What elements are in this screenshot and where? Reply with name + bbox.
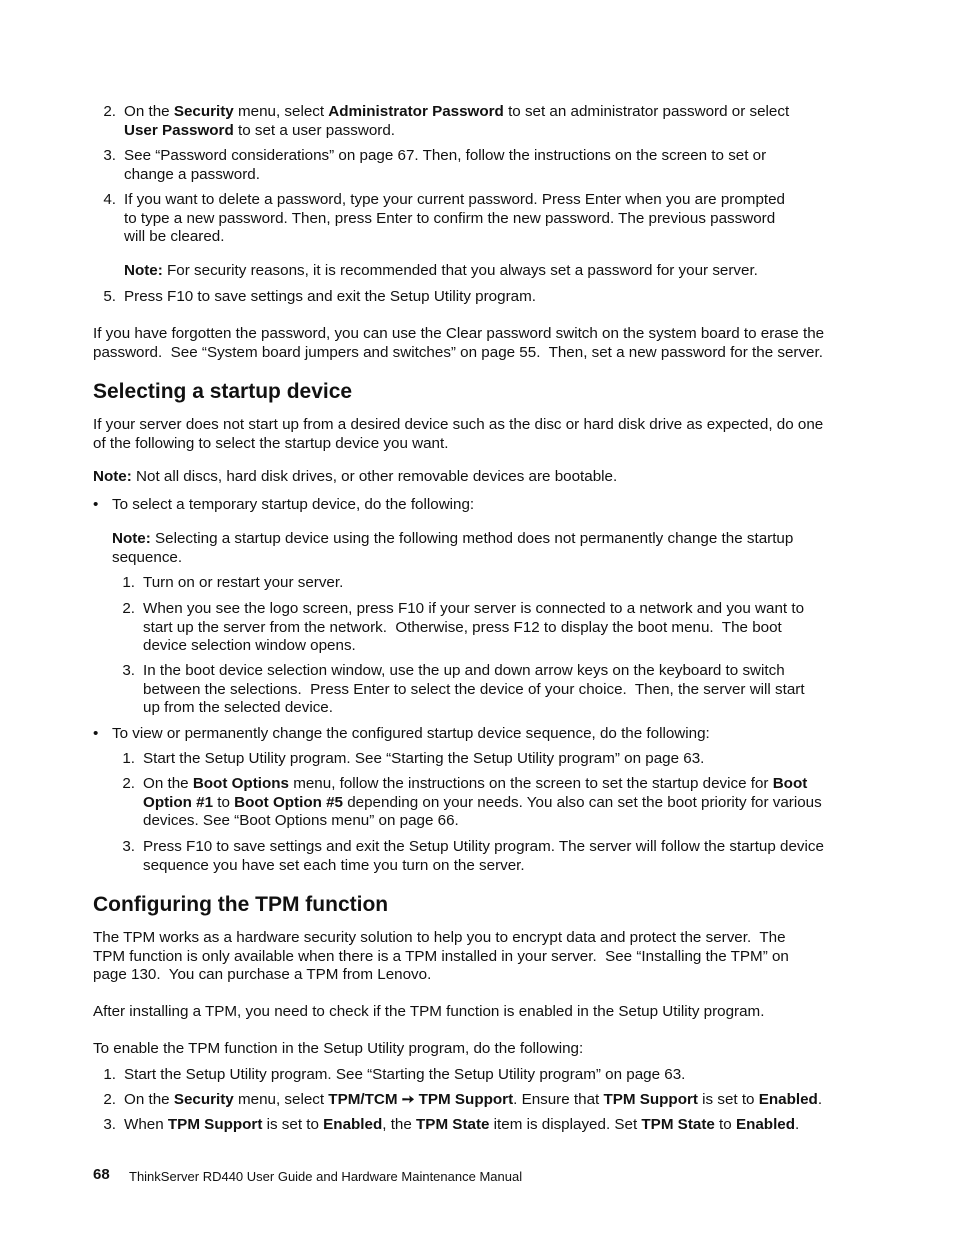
list-number: 1.: [103, 1066, 116, 1083]
note-label: Note:: [124, 262, 163, 279]
bold-term: Enabled: [735, 1116, 796, 1133]
bold-term: Security: [173, 1091, 234, 1108]
list-number: 1.: [122, 750, 135, 767]
text-run: is set to: [262, 1116, 324, 1133]
list-item-text: When you see the logo screen, press F10 if your server is connected to a network and you want to start up the server from the network. Otherwise, press F12 to display the boot menu. The boot device selection window opens.: [143, 600, 805, 655]
bullet-text: To select a temporary startup device, do the following:: [112, 496, 475, 513]
text-run: to type a new password. Then, press Enter to confirm the new password. The previous password: [124, 209, 776, 227]
list-number: 2.: [122, 775, 135, 792]
list-item-text: [124, 1066, 685, 1085]
text-run: menu, follow the instructions on the screen to set the startup device for: [288, 775, 773, 792]
bold-term: Enabled: [323, 1116, 383, 1133]
text-run: sequence you have set each time you turn on the server.: [143, 856, 525, 874]
text-run: Press F10 to save settings and exit the Setup Utility program. The server will follow the startup device: [143, 838, 824, 855]
bold-term: Enabled: [758, 1091, 818, 1108]
bold-term: Boot Option #5: [234, 793, 343, 811]
bold-term: TPM/TCM ➙ TPM Support: [328, 1091, 514, 1108]
list-item-text: [124, 191, 844, 247]
text-run: If you want to delete a password, type your current password. Press Enter when you are prompted: [124, 191, 785, 208]
paragraph: If your server does not start up from a desired device such as the disc or hard disk drive as expected, do one of the following to select the startup device you want.: [93, 416, 824, 452]
list-number: 3.: [122, 838, 135, 855]
list-item-text: [124, 1116, 799, 1135]
note: [112, 530, 793, 567]
list-item-text: [124, 147, 844, 184]
list-number: 1.: [122, 574, 135, 591]
text-run: .: [817, 1091, 823, 1108]
bold-term: Boot Options: [192, 775, 289, 792]
list-item-text: Turn on or restart your server.: [143, 574, 344, 591]
text-run: depending on your needs. You also can set the boot priority for various: [343, 793, 822, 811]
bold-term: Security: [173, 103, 234, 120]
list-item-text: [124, 1091, 822, 1110]
section-heading: Configuring the TPM function: [93, 893, 389, 916]
note: [124, 262, 758, 281]
text-run: to: [714, 1116, 736, 1133]
list-item-text: [143, 775, 822, 831]
page-number: 68: [93, 1166, 110, 1183]
text-run: .: [795, 1116, 800, 1133]
list-number: 2.: [122, 600, 135, 617]
text-run: menu, select: [233, 1091, 329, 1108]
note: [93, 468, 617, 487]
paragraph: To enable the TPM function in the Setup Utility program, do the following:: [93, 1040, 584, 1057]
text-run: See “Password considerations” on page 67. Then, follow the instructions on the screen to set or: [124, 147, 767, 164]
text-run: . Ensure that: [513, 1091, 604, 1108]
text-run: is set to: [697, 1091, 759, 1108]
text-run: will be cleared.: [124, 228, 225, 246]
list-number: 2.: [103, 1091, 116, 1108]
text-run: When: [124, 1116, 168, 1133]
list-item-text: Press F10 to save settings and exit the Setup Utility program.: [124, 288, 536, 305]
list-number: 5.: [103, 288, 116, 305]
bold-term: TPM State: [641, 1116, 715, 1133]
list-number: 3.: [103, 1116, 116, 1133]
bold-term: Option #1: [143, 793, 214, 811]
list-item-text: [143, 838, 824, 875]
list-number: 3.: [103, 147, 116, 164]
text-run: Start the Setup Utility program. See “Starting the Setup Utility program” on page 63.: [124, 1066, 686, 1083]
text-run: to set a user password.: [233, 121, 395, 139]
note-text: Not all discs, hard disk drives, or other removable devices are bootable.: [131, 468, 618, 485]
text-run: item is displayed. Set: [489, 1116, 642, 1133]
bold-term: Boot: [772, 775, 808, 792]
paragraph: The TPM works as a hardware security solution to help you to encrypt data and protect the server. The TPM function is only available when there is a TPM installed in your server. See “Installing the TPM” on page 130. You can purchase a TPM from Lenovo.: [93, 929, 789, 984]
text-run: On the: [124, 103, 174, 120]
text-run: On the: [143, 775, 193, 792]
text-run: Start the Setup Utility program. See “Starting the Setup Utility program” on page 63.: [143, 750, 705, 767]
text-run: , the: [382, 1116, 417, 1133]
bold-term: Administrator Password: [328, 103, 504, 120]
bullet: •: [93, 496, 99, 513]
note-label: Note:: [93, 468, 132, 485]
footer-title: ThinkServer RD440 User Guide and Hardware Maintenance Manual: [129, 1169, 523, 1184]
paragraph: If you have forgotten the password, you can use the Clear password switch on the system board to erase the password. See “System board jumpers and switches” on page 55. Then, set a new password for the server.: [93, 325, 825, 361]
text-run: devices. See “Boot Options menu” on page 66.: [143, 812, 459, 830]
note-text: Selecting a startup device using the following method does not permanently change the startup sequence.: [112, 530, 794, 566]
bold-term: User Password: [124, 121, 234, 139]
text-run: to set an administrator password or select: [503, 103, 790, 120]
list-item-text: [143, 750, 704, 769]
bullet: •: [93, 725, 99, 742]
text-run: On the: [124, 1091, 174, 1108]
paragraph: After installing a TPM, you need to check if the TPM function is enabled in the Setup Utility program.: [93, 1003, 765, 1020]
bold-term: TPM Support: [167, 1116, 263, 1133]
bold-term: TPM State: [416, 1116, 490, 1133]
text-run: change a password.: [124, 165, 260, 183]
note-text: For security reasons, it is recommended that you always set a password for your server.: [162, 262, 758, 279]
section-heading: Selecting a startup device: [93, 380, 353, 403]
text-run: to: [213, 793, 235, 811]
bold-term: TPM Support: [603, 1091, 698, 1108]
list-number: 3.: [122, 662, 135, 679]
note-label: Note:: [112, 530, 151, 547]
bullet-text: To view or permanently change the configured startup device sequence, do the following:: [112, 725, 710, 742]
list-number: 4.: [103, 191, 116, 208]
list-item-text: [124, 103, 844, 140]
text-run: menu, select: [233, 103, 329, 120]
list-item-text: In the boot device selection window, use the up and down arrow keys on the keyboard to switch between the selections. Press Enter to select the device of your choice. Then, the server will start up from the selected device.: [143, 662, 805, 717]
list-number: 2.: [103, 103, 116, 120]
